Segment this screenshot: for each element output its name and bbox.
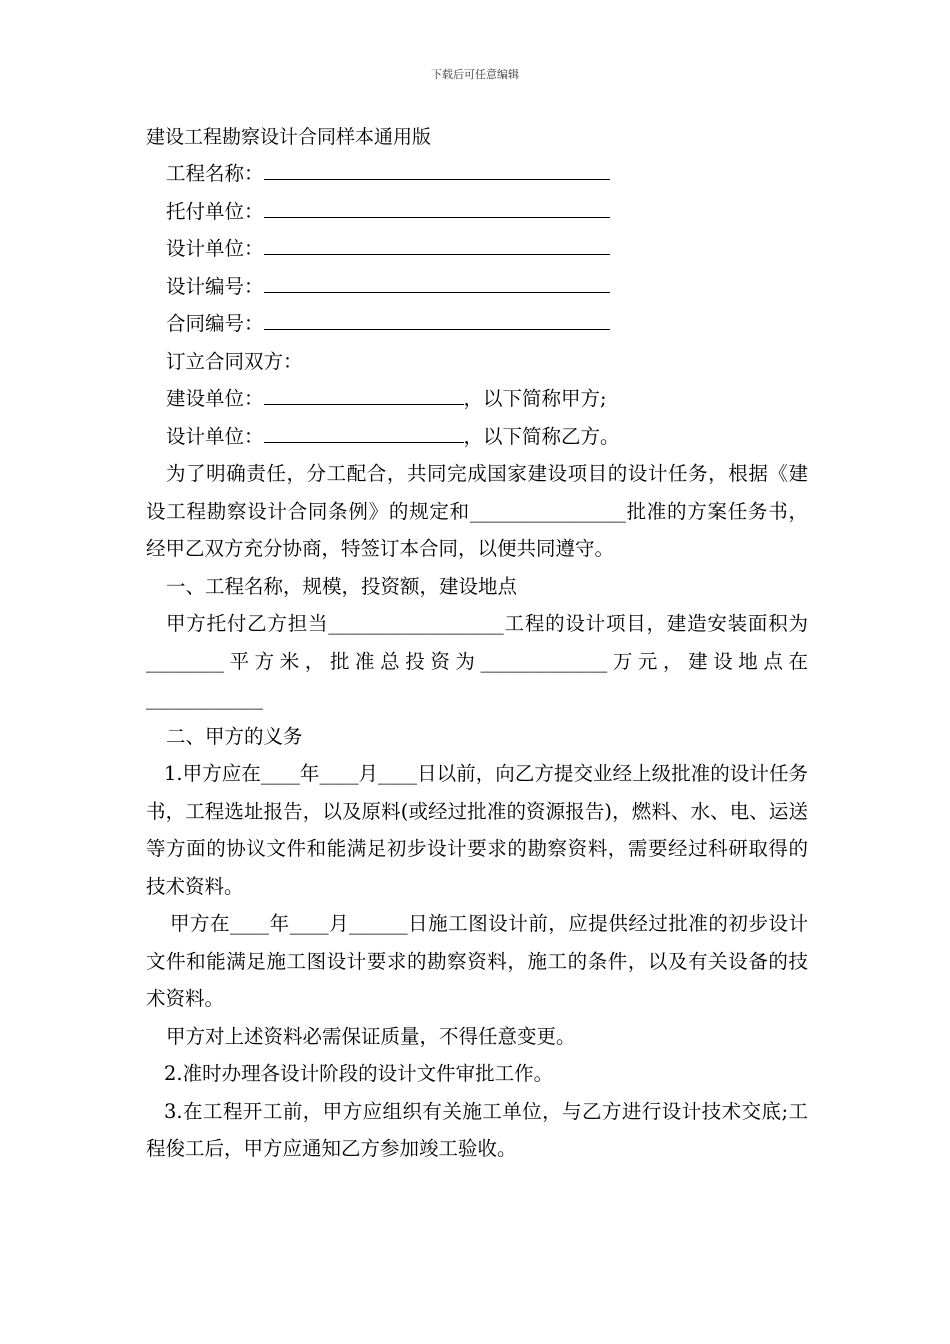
document-body [146, 122, 808, 1168]
party-a-line [146, 380, 808, 418]
field-project-name [146, 155, 808, 193]
field-client [146, 193, 808, 231]
field-design-unit [146, 230, 808, 268]
section2-item3: 3.在工程开工前，甲方应组织有关施工单位，与乙方进行设计技术交底;工程俊工后，甲方应通知乙方参加竣工验收。 [146, 1099, 808, 1160]
blank-line [264, 232, 610, 255]
party-b-label: 设计单位： [166, 424, 264, 448]
party-b-suffix: ，以下简称乙方。 [463, 424, 620, 448]
section2-item1b: 甲方在____年____月______日施工图设计前，应提供经过批准的初步设计文件和能满足施工图设计要求的勘察资料，施工的条件，以及有关设备的技术资料。 [146, 912, 808, 1010]
field-label: 合同编号： [166, 312, 264, 335]
blank-line [264, 382, 464, 405]
section2-heading: 二、甲方的义务 [166, 724, 303, 748]
field-label: 设计单位： [166, 237, 264, 260]
parties-heading: 订立合同双方： [166, 349, 303, 373]
document-title: 建设工程勘察设计合同样本通用版 [146, 126, 432, 148]
field-label: 托付单位： [166, 199, 264, 223]
section2-item2: 2.准时办理各设计阶段的设计文件审批工作。 [164, 1062, 554, 1085]
blank-line [264, 157, 610, 180]
section2-item1c: 甲方对上述资料必需保证质量，不得任意变更。 [166, 1024, 576, 1048]
intro-paragraph: 为了明确责任，分工配合，共同完成国家建设项目的设计任务，根据《建设工程勘察设计合同条例》的规定和________________批准的方案任务书，经甲乙双方充分协商，特签订本合同，以便共同遵守。 [146, 462, 808, 560]
section1-paragraph: 甲方托付乙方担当__________________工程的设计项目，建造安装面积为________平方米，批准总投资为_____________万元，建设地点在____________ [146, 612, 808, 710]
party-a-label: 建设单位： [166, 387, 264, 410]
field-label: 设计编号： [166, 274, 264, 298]
field-label: 工程名称： [166, 162, 264, 185]
blank-line [264, 195, 610, 218]
party-a-suffix: ，以下简称甲方; [463, 387, 607, 410]
blank-line [264, 307, 610, 330]
section1-heading: 一、工程名称，规模，投资额，建设地点 [166, 574, 518, 598]
page-header: 下载后可任意编辑 [431, 68, 519, 81]
section2-item1: 1.甲方应在____年____月____日以前，向乙方提交业经上级批准的设计任务书，工程选址报告，以及原料(或经过批准的资源报告)，燃料、水、电、运送等方面的协议文件和能满足初步设计要求的勘察资料，需要经过科研取得的技术资料。 [146, 762, 808, 898]
field-contract-number [146, 305, 808, 343]
field-design-number [146, 268, 808, 306]
party-b-line [146, 418, 808, 456]
blank-line [264, 270, 610, 293]
blank-line [264, 420, 464, 443]
